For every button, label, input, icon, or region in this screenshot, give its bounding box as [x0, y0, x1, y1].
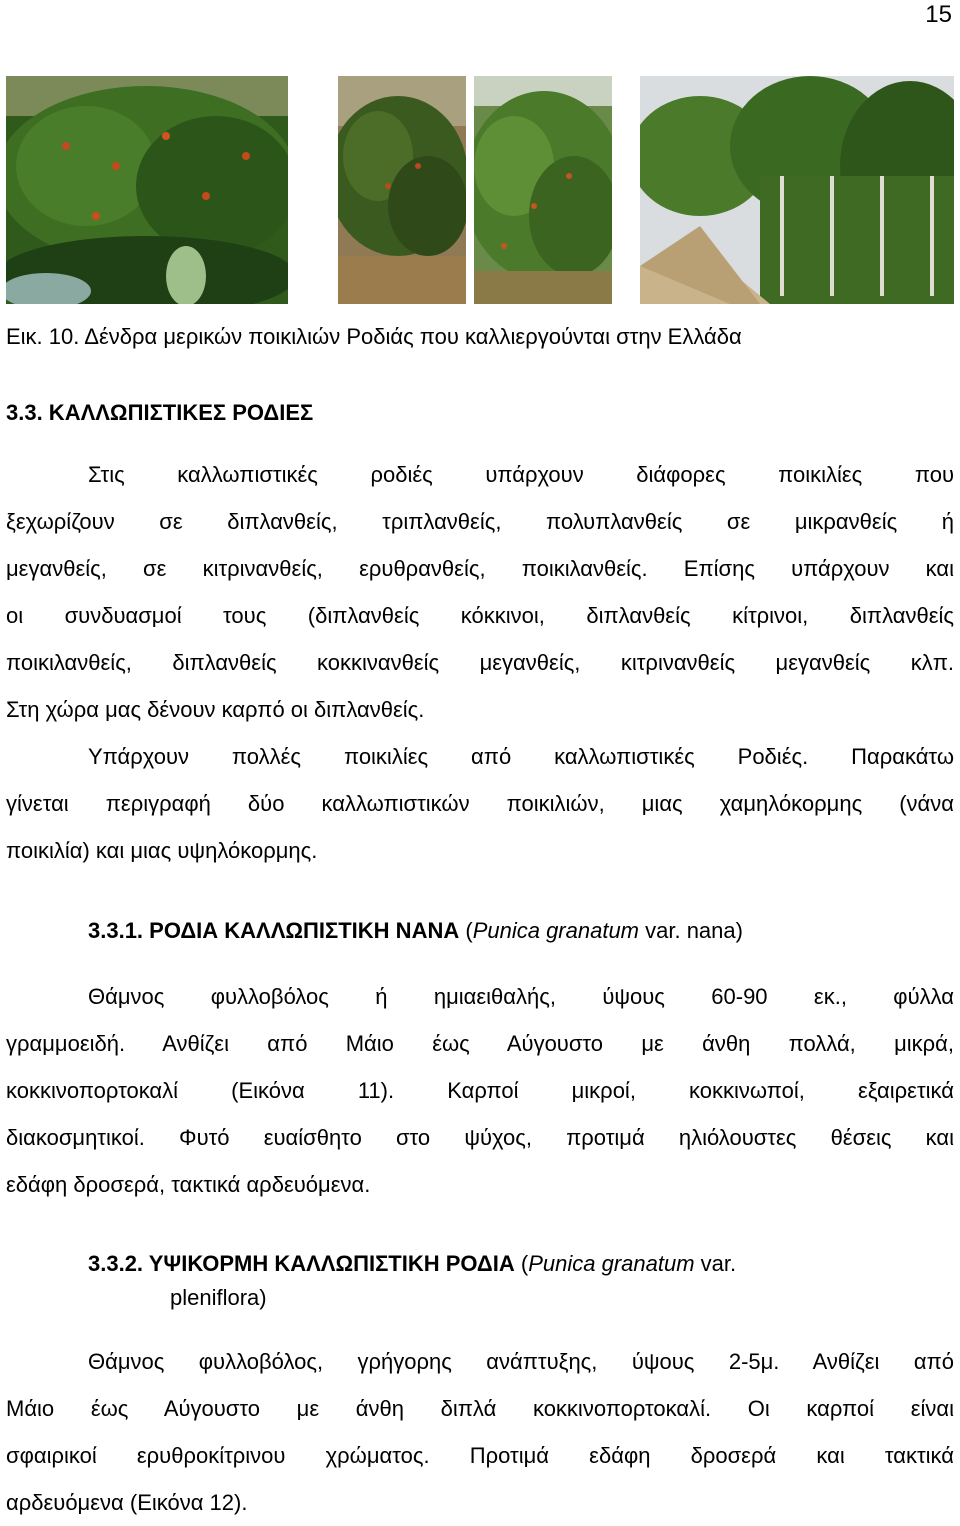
subsection-1-title: [88, 916, 743, 946]
sub1-line: Θάμνος φυλλοβόλος ή ημιαειθαλής, ύψους 60-90 εκ., φύλλα: [88, 984, 954, 1009]
subsection-1-number-title: 3.3.1. ΡΟΔΙΑ ΚΑΛΛΩΠΙΣΤΙΚΗ ΝΑΝΑ: [88, 918, 460, 943]
intro-line: μεγανθείς, σε κιτρινανθείς, ερυθρανθείς, ποικιλανθείς. Επίσης υπάρχουν και: [6, 556, 954, 581]
sub1-line: γραμμοειδή. Ανθίζει από Μάιο έως Αύγουστο με άνθη πολλά, μικρά,: [6, 1031, 954, 1056]
subsection-2-species: Punica granatum: [528, 1251, 695, 1276]
page-number: 15: [925, 1, 952, 28]
sub1-line: διακοσμητικοί. Φυτό ευαίσθητο στο ψύχος, προτιμά ηλιόλουστες θέσεις και: [6, 1125, 954, 1150]
sub2-line: αρδευόμενα (Εικόνα 12).: [6, 1490, 248, 1515]
subsection-2-title-cont: [170, 1283, 267, 1313]
sub1-line: κοκκινοπορτοκαλί (Εικόνα 11). Καρποί μικροί, κοκκινωποί, εξαιρετικά: [6, 1078, 954, 1103]
sub2-line: Θάμνος φυλλοβόλος, γρήγορης ανάπτυξης, ύψους 2-5μ. Ανθίζει από: [88, 1349, 954, 1374]
para2-line: Υπάρχουν πολλές ποικιλίες από καλλωπιστικές Ροδιές. Παρακάτω: [88, 744, 954, 769]
subsection-1-variety: var. nana): [639, 918, 743, 943]
subsection-1-open-paren: (: [459, 918, 473, 943]
figure-caption: Εικ. 10. Δένδρα μερικών ποικιλιών Ροδιάς που καλλιεργούνται στην Ελλάδα: [6, 324, 742, 349]
subsection-2-paragraph: [6, 1338, 954, 1526]
section-title: 3.3. ΚΑΛΛΩΠΙΣΤΙΚΕΣ ΡΟΔΙΕΣ: [6, 400, 314, 425]
pomegranate-tree-photo-4: [640, 76, 954, 304]
subsection-2-number-title: 3.3.2. ΥΨΙΚΟΡΜΗ ΚΑΛΛΩΠΙΣΤΙΚΗ ΡΟΔΙΑ: [88, 1251, 515, 1276]
subsection-1-species: Punica granatum: [472, 918, 640, 943]
intro-line: ποικιλανθείς, διπλανθείς κοκκινανθείς μεγανθείς, κιτρινανθείς μεγανθείς κλπ.: [6, 650, 954, 675]
intro-line: οι συνδυασμοί τους (διπλανθείς κόκκινοι, διπλανθείς κίτρινοι, διπλανθείς: [6, 603, 954, 628]
sub1-line: εδάφη δροσερά, τακτικά αρδευόμενα.: [6, 1172, 371, 1197]
subsection-2-title: [88, 1249, 736, 1279]
pomegranate-tree-photo-1: [6, 76, 288, 304]
para2-line: γίνεται περιγραφή δύο καλλωπιστικών ποικιλιών, μιας χαμηλόκορμης (νάνα: [6, 791, 954, 816]
subsection-2-variety-cont: pleniflora): [170, 1285, 267, 1310]
pomegranate-tree-photo-2: [338, 76, 466, 304]
section-intro-paragraph: [6, 451, 954, 733]
intro-line: Στη χώρα μας δένουν καρπό οι διπλανθείς.: [6, 697, 425, 722]
sub2-line: σφαιρικοί ερυθροκίτρινου χρώματος. Προτιμά εδάφη δροσερά και τακτικά: [6, 1443, 954, 1468]
subsection-1-paragraph: [6, 973, 954, 1208]
intro-line: Στις καλλωπιστικές ροδιές υπάρχουν διάφορες ποικιλίες που: [88, 462, 954, 487]
pomegranate-tree-photo-3: [474, 76, 612, 304]
intro-line: ξεχωρίζουν σε διπλανθείς, τριπλανθείς, πολυπλανθείς σε μικρανθείς ή: [6, 509, 954, 534]
sub2-line: Μάιο έως Αύγουστο με άνθη διπλά κοκκινοπορτοκαλί. Οι καρποί είναι: [6, 1396, 954, 1421]
para2-line: ποικιλία) και μιας υψηλόκορμης.: [6, 838, 318, 863]
subsection-2-open-paren: (: [514, 1251, 529, 1276]
subsection-2-variety: var.: [694, 1251, 737, 1276]
section-second-paragraph: [6, 733, 954, 874]
